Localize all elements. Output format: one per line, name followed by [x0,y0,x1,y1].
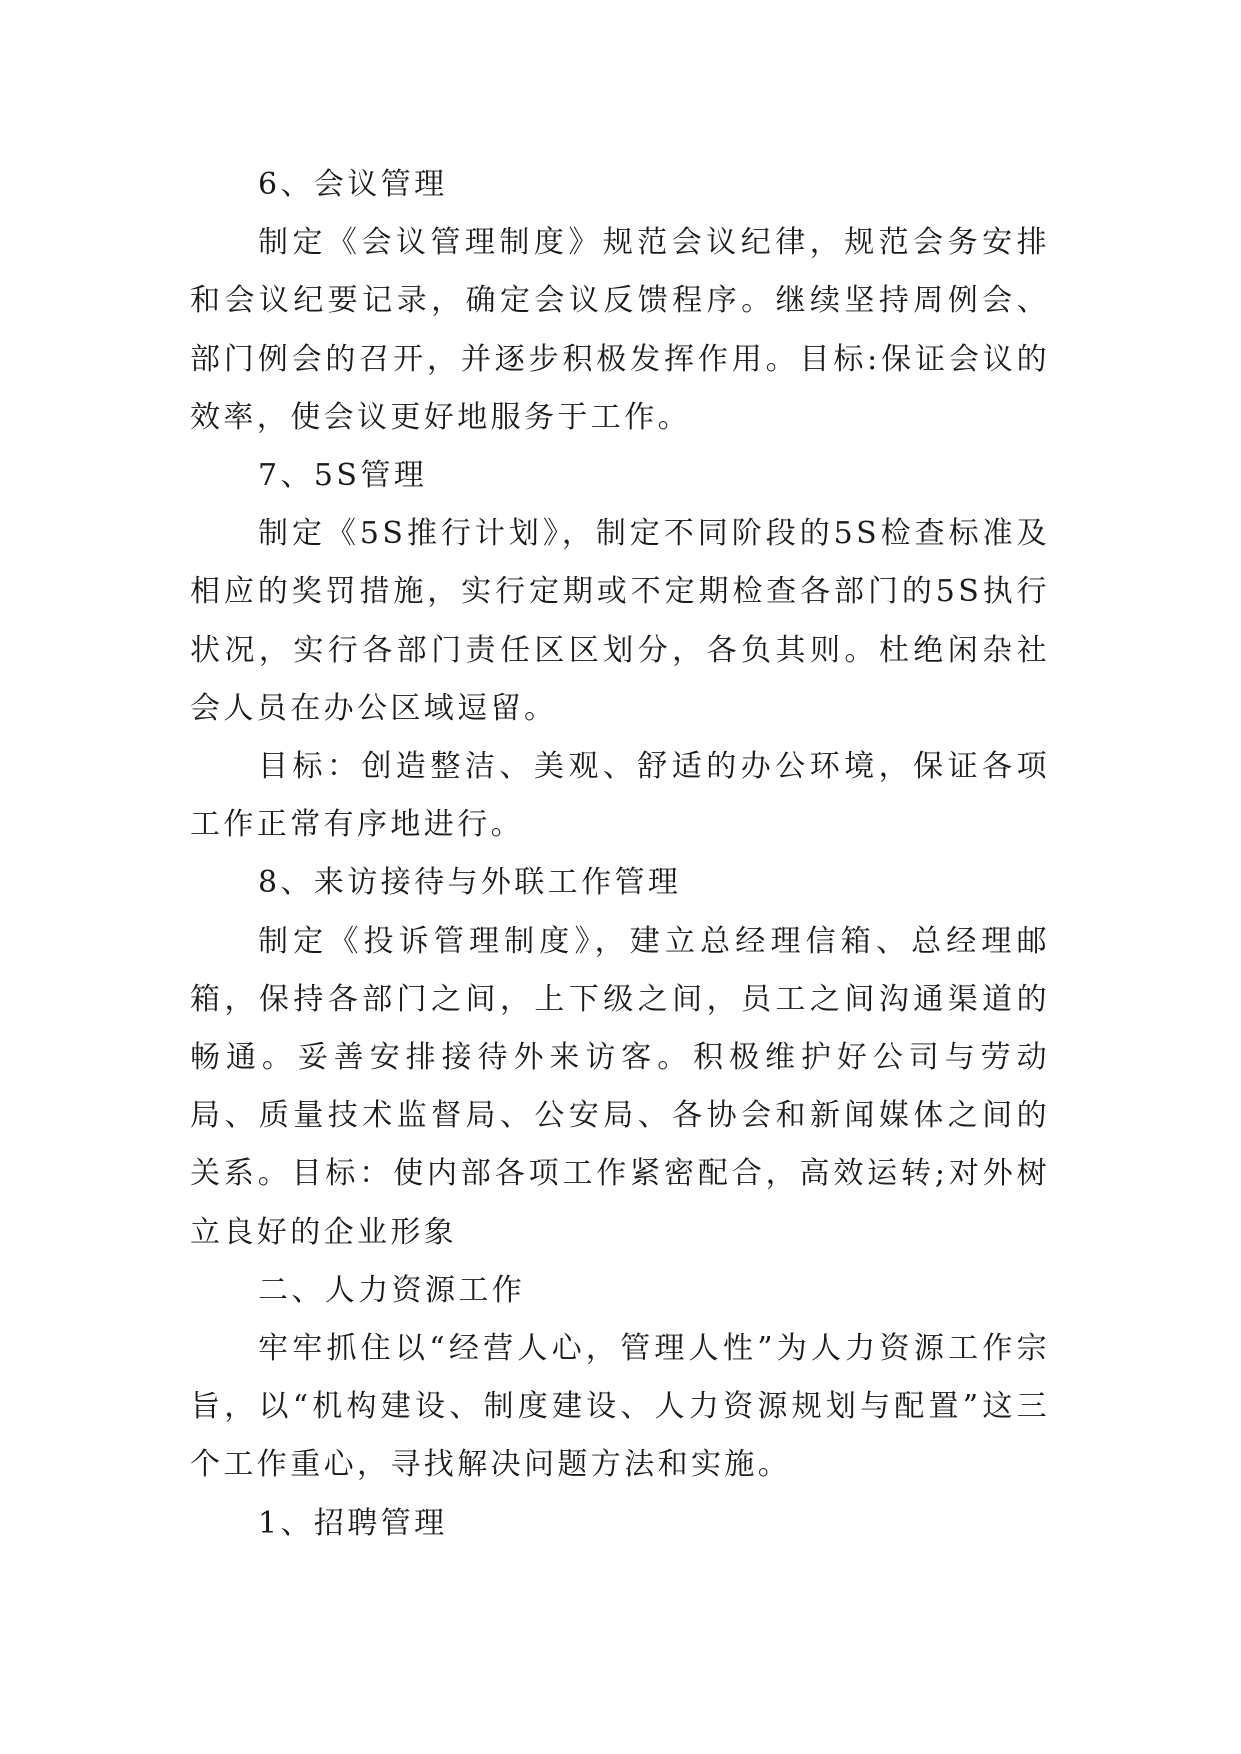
paragraph-5s-goal: 目标：创造整洁、美观、舒适的办公环境，保证各项工作正常有序地进行。 [190,749,1050,843]
section-heading-meeting-management: 6、会议管理 [258,167,448,202]
paragraph-visitor-reception: 制定《投诉管理制度》，建立总经理信箱、总经理邮箱，保持各部门之间，上下级之间，员工之间沟通渠道的畅通。妥善安排接待外来访客。积极维护好公司与劳动局、质量技术监督局、公安局、各协会和新闻媒体之间的关系。目标：使内部各项工作紧密配合，高效运转;对外树立良好的企业形象 [190,923,1050,1250]
paragraph-meeting-management: 制定《会议管理制度》规范会议纪律，规范会务安排和会议纪要记录，确定会议反馈程序。继续坚持周例会、部门例会的召开，并逐步积极发挥作用。目标:保证会议的效率，使会议更好地服务于工作。 [190,225,1050,435]
section-heading-recruitment: 1、招聘管理 [258,1505,448,1541]
section-heading-5s-management: 7、5S管理 [258,458,428,494]
paragraph-5s-plan: 制定《5S推行计划》，制定不同阶段的5S检查标准及相应的奖罚措施，实行定期或不定期检查各部门的5S执行状况，实行各部门责任区区划分，各负其则。杜绝闲杂社会人员在办公区域逗留。 [190,516,1050,726]
section-heading-visitor-reception: 8、来访接待与外联工作管理 [258,865,682,901]
section-heading-human-resources: 二、人力资源工作 [258,1272,526,1308]
document-body [190,156,1050,1553]
paragraph-human-resources: 牢牢抓住以“经营人心，管理人性”为人力资源工作宗旨，以“机构建设、制度建设、人力资源规划与配置”这三个工作重心，寻找解决问题方法和实施。 [190,1331,1050,1483]
